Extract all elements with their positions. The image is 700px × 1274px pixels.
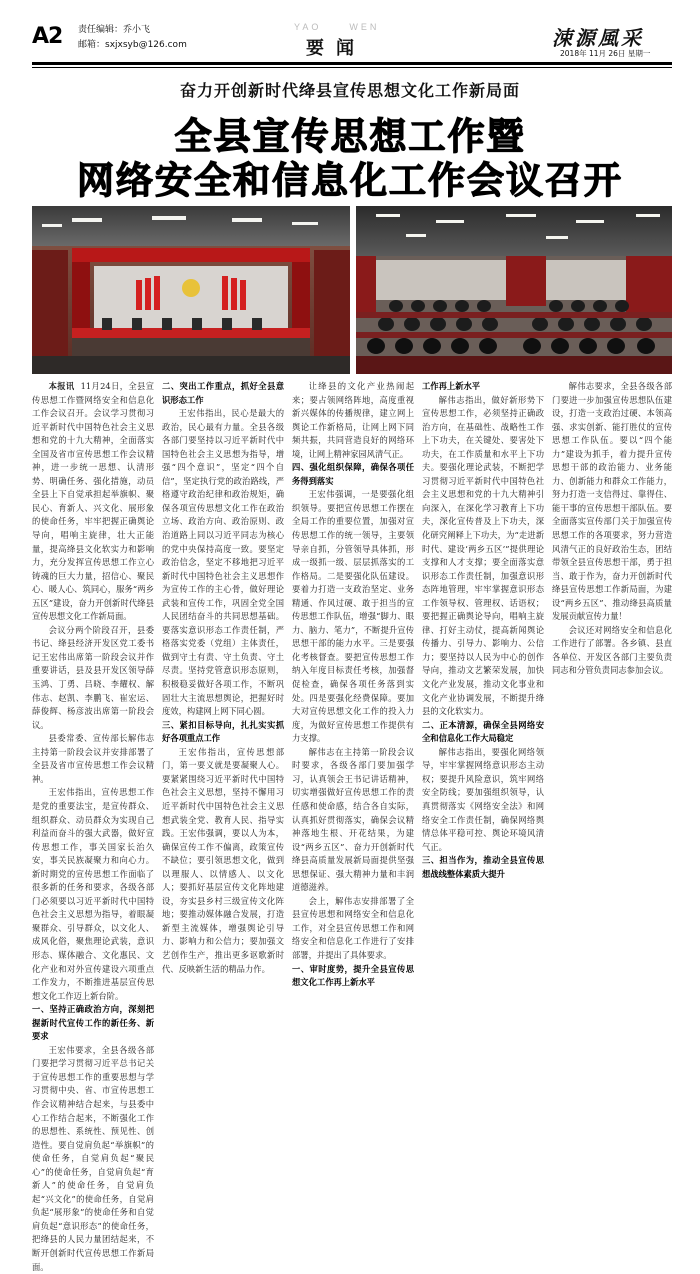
masthead-rule-thin xyxy=(32,67,672,68)
article-lead-text: 11月24日，全县宣传思想工作暨网络安全和信息化工作会议召开。会议学习贯彻习近平新时代中国特色社会主义思想和党的十九大精神，全面落实全国及省市宣传思想工作会议精神，进一步统一思想、认清形势、明确任务、强化措施，动员全县上下自觉承担起举旗帜、聚民心、育新人、兴文化、展形象的使命任务，牢牢把握正确舆论导向，唱响主旋律，壮大正能量，提高绛县文化软实力和影响力，充分发挥宣传思想工作立心铸魂的巨大力量，招信心、聚民心、暖人心、筑同心，服务“两乡五区”建设，奋力开创新时代绛县宣传思想文化工作新局面。 xyxy=(32,381,154,622)
article-byline: 本报讯 xyxy=(48,381,75,391)
article-paragraph: 让绛县的文化产业热闹起来；要占领网络阵地，高度重视新兴媒体的传播规律，建立网上舆论工作新格局，让网上网下同频共振，共同营造良好的网络环境，让网上精神家园风清气正。 xyxy=(292,381,414,459)
article-column-1 xyxy=(32,380,154,1272)
stage-illustration xyxy=(32,206,350,374)
newspaper-brand: 涑源風采 xyxy=(552,26,644,50)
page-number: A2 xyxy=(32,24,63,49)
editor-email: 邮箱：sxjxsyb@126.com xyxy=(78,40,187,50)
audience-illustration xyxy=(356,206,672,374)
masthead-rule-thick xyxy=(32,62,672,65)
editor-name: 责任编辑：乔小飞 xyxy=(78,25,151,35)
article-paragraph: 县委常委、宣传部长解伟志主持第一阶段会议并安排部署了全县及省市宣传思想工作会议精神。 xyxy=(32,733,154,784)
article-subheading: 一、审时度势，提升全县宣传思想文化工作再上新水平 xyxy=(292,963,414,988)
article-paragraph: 会上，解伟志安排部署了全县宣传思想和网络安全和信息化工作，对全县宣传思想工作和网络安全和信息化工作进行了安排部署，并提出了具体要求。 xyxy=(292,895,414,960)
article-paragraph: 王宏伟指出，宣传思想部门，第一要义就是要凝聚人心。要紧紧围绕习近平新时代中国特色社会主义思想，坚持不懈用习近平新时代中国特色社会主义思想武装全党、教育人民、指导实践。王宏伟强调，要以人为本，确保宣传工作不偏离，政策宣传不缺位；要引领思想文化，做到以理服人、以情感人、以文化人；要抓好基层宣传文化阵地建设，夯实县乡村三级宣传文化阵地；要推动媒体融合发展，打造新型主流媒体，增强舆论引导力、影响力和公信力；要加强文艺创作生产，推出更多讴歌新时代、反映新生活的精品力作。 xyxy=(162,746,284,974)
section-name: 要闻 xyxy=(306,38,366,59)
article-paragraph: 王宏伟强调，一是要强化组织领导。要把宣传思想工作摆在全局工作的重要位置，加强对宣传思想工作的统一领导，主要领导亲自抓，分管领导具体抓，形成一级抓一级、层层抓落实的工作格局。二是要强化队伍建设。要着力打造一支政治坚定、业务精通、作风过硬、敢于担当的宣传思想工作队伍，增强“脚力、眼力、脑力、笔力”，不断提升宣传思想干部的能力水平。三是要强化考核督查。要把宣传思想工作纳入年度目标责任考核，加强督促检查，确保各项任务落到实处。四是要强化经费保障。要加大对宣传思想文化工作的投入力度，为做好宣传思想工作提供有力支撑。 xyxy=(292,489,414,744)
article-subheading: 四、强化组织保障，确保各项任务得到落实 xyxy=(292,462,414,486)
article-paragraph: 王宏伟要求，全县各级各部门要把学习贯彻习近平总书记关于宣传思想工作的重要思想与学习贯彻中央、省、市宣传思想工作会议精神结合起来，与县委中心工作结合起来，不断强化工作的思想性、系统性、预见性、创造性。要自觉肩负起“举旗帜”的使命任务，自觉肩负起“聚民心”的使命任务，自觉肩负起“育新人”的使命任务，自觉肩负起“兴文化”的使命任务，自觉肩负起“展形象”的使命任务和自觉肩负起“意识形态”的使命任务，把绛县的人民力量团结起来，不断开创新时代宣传思想工作新局面。 xyxy=(32,1044,154,1272)
section-pinyin xyxy=(294,22,379,32)
section-pinyin-yao: YAO xyxy=(294,22,322,32)
article-paragraph: 解伟志指出，做好新形势下宣传思想工作，必须坚持正确政治方向，在基础性、战略性工作上下功夫，在关键处、要害处下功夫，在工作质量和水平上下功夫。要强化理论武装，不断把学习贯彻习近平新时代中国特色社会主义思想和党的十九大精神引向深入，在深化学习教育上下功夫，深化宣传普及上下功夫，深化研究阐释上下功夫，为“走进新时代、建设‘两乡五区’”提供理论支撑和人才支撑；要全面落实意识形态工作责任制，加强意识形态阵地管理，牢牢掌握意识形态工作领导权、管理权、话语权；要把握正确舆论导向，唱响主旋律、打好主动仗，提高新闻舆论传播力、引导力、影响力、公信力；要坚持以人民为中心的创作导向，推动文艺繁荣发展，加快文化产业发展，推动文化事业和文化产业协调发展，不断提升绛县的文化软实力。 xyxy=(422,394,544,717)
article-column-3 xyxy=(292,380,414,988)
section-pinyin-wen: WEN xyxy=(349,22,380,32)
article-paragraph: 解伟志要求，全县各级各部门要进一步加强宣传思想队伍建设，打造一支政治过硬、本领高强、求实创新、能打胜仗的宣传思想工作队伍。要以“四个能力”建设为抓手，着力提升宣传思想干部的政治能力、业务能力、创新能力和群众工作能力，努力打造一支信得过、靠得住、能干事的宣传思想干部队伍。要全面落实宣传部门关于加强宣传思想工作的各项要求，努力营造风清气正的良好政治生态，团结带领全县宣传思想干部，勇于担当、敢于作为，奋力开创新时代绛县宣传思想工作新局面，为建设“两乡五区”、推动绛县高质量发展贡献宣传力量！ xyxy=(552,381,672,622)
article-paragraph: 会议还对网络安全和信息化工作进行了部署。各乡镇、县直各单位、开发区各部门主要负责同志和分管负责同志参加会议。 xyxy=(552,624,672,676)
article-column-4 xyxy=(422,380,544,970)
masthead xyxy=(0,0,700,66)
article-paragraph: 解伟志指出，要强化网络领导，牢牢掌握网络意识形态主动权；要提升风险意识，筑牢网络安全防线；要加强组织领导，认真贯彻落实《网络安全法》和网络安全工作责任制，确保网络舆情总体平稳可控、舆论环境风清气正。 xyxy=(422,746,544,852)
article-paragraph: 会议分两个阶段召开，县委书记、绛县经济开发区党工委书记王宏伟出席第一阶段会议并作重要讲话，县及县开发区领导薛玉鸿、丁勇、吕晓、李耀权、解伟志、赵凯、李鹏飞、崔宏运、薛俊辉、杨彦波出席第一阶段会议。 xyxy=(32,624,154,730)
article-paragraph: 解伟志在主持第一阶段会议时要求，各级各部门要加强学习，认真领会王书记讲话精神，切实增强做好宣传思想工作的责任感和使命感，结合各自实际，认真抓好贯彻落实，确保会议精神落地生根、开花结果，为建设“两乡五区”、奋力开创新时代绛县高质量发展新局面提供坚强思想保证、强大精神力量和丰润道德滋养。 xyxy=(292,746,414,893)
issue-date: 2018年 11月 26日 星期一 xyxy=(560,49,651,58)
headline-title-line-2: 网络安全和信息化工作会议召开 xyxy=(77,159,623,202)
article-column-5 xyxy=(552,380,672,970)
article-subheading: 二、突出工作重点，抓好全县意识形态工作 xyxy=(162,381,284,405)
article-paragraph: 王宏伟指出，民心是最大的政治，民心最有力量。全县各级各部门要坚持以习近平新时代中国特色社会主义思想为指导，增强“四个意识”，坚定“四个自信”，坚定执行党的政治路线，严格遵守政治纪律和政治规矩，确保各项宣传思想文化工作在政治立场、政治方向、政治原则、政治道路上同以习近平同志为核心的党中央保持高度一致。要坚定政治信念，坚定不移地把习近平新时代中国特色社会主义思想作为宣传工作的主心骨，做好理论武装和宣传工作，巩固全党全国人民团结奋斗的共同思想基础。要落实意识形态工作责任制，严格落实党委（党组）主体责任，做到守土有责、守土负责、守土尽责。坚持党管意识形态原则，积极稳妥做好各项工作，不断巩固壮大主流思想舆论，把握好时度效，构建网上网下同心圆。 xyxy=(162,408,284,717)
article-lead-paragraph xyxy=(32,380,154,624)
article-subheading: 三、担当作为，推动全县宣传思想战线整体素质大提升 xyxy=(422,855,544,879)
photo-audience-hall xyxy=(356,206,672,374)
headline-title-line-1: 全县宣传思想工作暨 xyxy=(174,115,526,158)
article-subheading: 二、正本清源，确保全县网络安全和信息化工作大局稳定 xyxy=(422,719,544,744)
editor-info xyxy=(78,23,187,53)
article-subheading: 三、紧扣目标导向，扎扎实实抓好各项重点工作 xyxy=(162,719,284,744)
article-paragraph: 王宏伟指出，宣传思想工作是党的重要法宝，是宣传群众、组织群众、动员群众为实现自己利益而奋斗的强大武器，做好宣传思想工作，事关国家长治久安，事关民族凝聚力和向心力。新时期党的宣传思想工作面临了很多新的任务和要求，各级各部门必须要以习近平新时代中国特色社会主义思想为指导，着眼凝聚群众、引导群众，以文化人、成风化俗，聚焦理论武装，意识形态、媒体融合、文化惠民、文化产业和对外宣传建设六项重点工作发力，不断推进基层宣传思想文化工作迈上新台阶。 xyxy=(32,787,154,1001)
article-subheading-continued: 工作再上新水平 xyxy=(422,381,481,391)
article-subheading: 一、坚持正确政治方向，深刻把握新时代宣传工作的新任务、新要求 xyxy=(32,1004,154,1042)
photo-meeting-stage xyxy=(32,206,350,374)
article-column-2 xyxy=(162,380,284,974)
headline-kicker: 奋力开创新时代绛县宣传思想文化工作新局面 xyxy=(179,81,520,100)
